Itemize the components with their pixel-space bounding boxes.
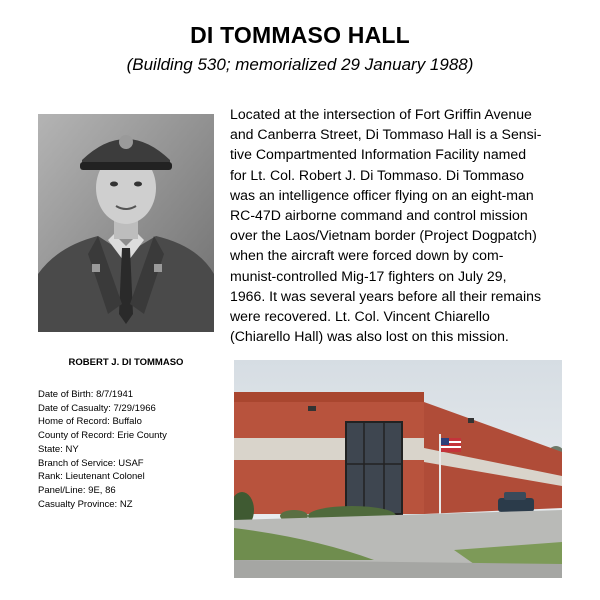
building-photo [234, 360, 562, 578]
description-paragraph [230, 104, 575, 346]
description-line: were recovered. Lt. Col. Vincent Chiarello [230, 308, 490, 325]
fact-home-of-record: Home of Record: Buffalo [38, 416, 142, 428]
description-line: was an intelligence officer flying on an eight-man [230, 186, 534, 203]
description-line: (Chiarello Hall) was also lost on this mission. [230, 328, 509, 345]
fact-branch-of-service: Branch of Service: USAF [38, 457, 144, 469]
fact-date-of-casualty: Date of Casualty: 7/29/1966 [38, 402, 156, 414]
fact-state: State: NY [38, 443, 79, 455]
portrait-caption: ROBERT J. DI TOMMASO [68, 357, 184, 368]
description-line: over the Laos/Vietnam border (Project Dogpatch) [230, 227, 537, 244]
fact-rank: Rank: Lieutenant Colonel [38, 471, 145, 483]
fact-panel-line: Panel/Line: 9E, 86 [38, 484, 116, 496]
description-line: RC-47D airborne command and control mission [230, 207, 528, 224]
description-line: tive Compartmented Information Facility named [230, 146, 527, 163]
description-line: and Canberra Street, Di Tommaso Hall is a Sensi- [230, 126, 542, 143]
fact-list [38, 388, 228, 511]
fact-county-of-record: County of Record: Erie County [38, 430, 167, 442]
description-line: Located at the intersection of Fort Griffin Avenue [230, 106, 532, 122]
description-line: 1966. It was several years before all their remains [230, 287, 541, 304]
description-line: munist-controlled Mig-17 fighters on July 29, [230, 267, 507, 284]
portrait-photo [38, 114, 214, 332]
description-line: when the aircraft were forced down by com- [230, 247, 504, 264]
page-subtitle: (Building 530; memorialized 29 January 1988) [126, 55, 474, 74]
page-title: DI TOMMASO HALL [190, 22, 410, 48]
fact-casualty-province: Casualty Province: NZ [38, 498, 133, 510]
fact-date-of-birth: Date of Birth: 8/7/1941 [38, 389, 134, 400]
description-line: for Lt. Col. Robert J. Di Tommaso. Di Tommaso [230, 166, 524, 183]
